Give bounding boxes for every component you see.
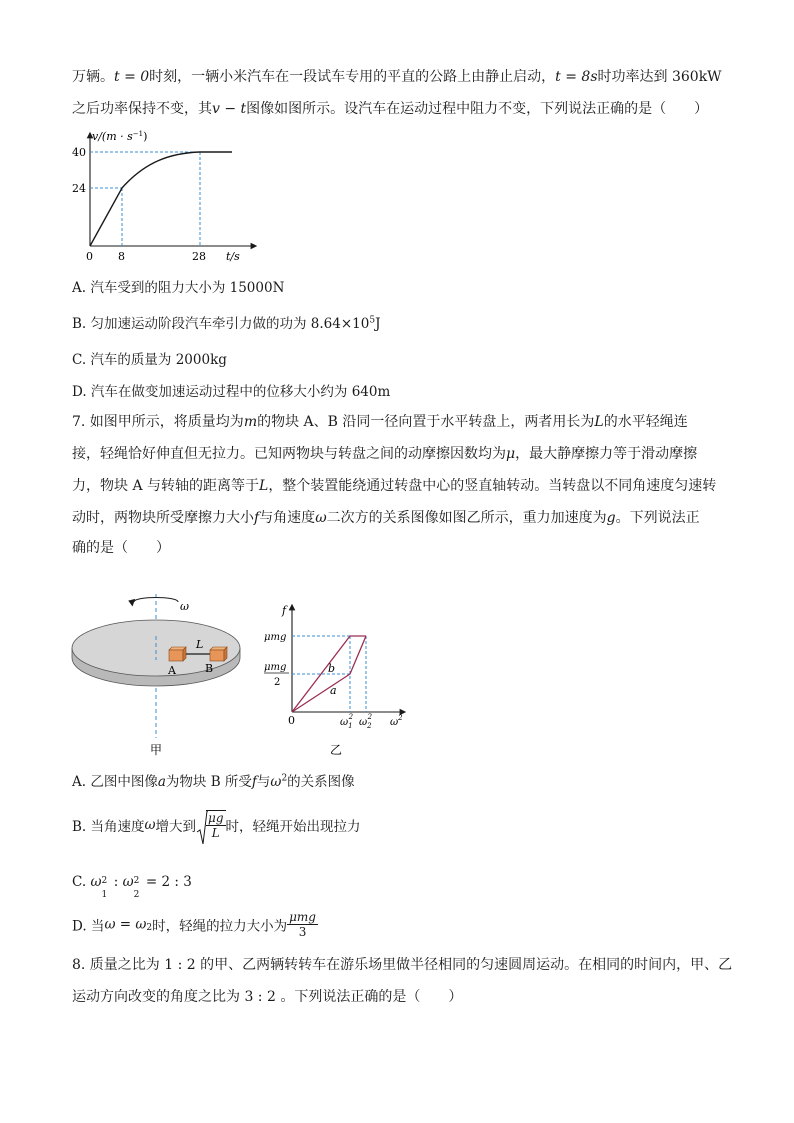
q7-yi-ytick-top: μmg [264,632,287,643]
q7-opt-a-w: ω [270,774,282,790]
q7-yi-w1: $\omega_12$ [340,713,354,730]
q6-line-1 [72,66,722,86]
q6-option-b-exp: 5 [369,315,376,326]
q7-opt-c-pre: C. [72,874,91,890]
q6-option-a: A. 汽车受到的阻力大小为 15000N [72,280,285,296]
q6-ylabel: $v/(m \cdot s^{-1})$ [92,130,148,143]
q7-yi-label-a: a [330,684,337,697]
q7-opt-b-sqrt [196,810,225,840]
q7-line-1 [72,411,688,431]
q7-line-5: 确的是（ ） [72,540,170,556]
q7-opt-a-with: 与 [256,774,271,790]
q8-line-1: 8. 质量之比为 1 : 2 的甲、乙两辆转转车在游乐场里做半径相同的匀速圆周运动。在相同的时间内，甲、乙 [72,957,733,973]
q7-line1-b: 的物块 A、B 沿同一径向置于水平转盘上，两者用长为 [257,414,595,430]
q7-line-2 [72,443,697,463]
q7-fig-yi [262,600,412,760]
q6-xtick-8: 8 [118,250,125,263]
q7-yi-xlabel: $\omega^2$ [390,714,403,728]
q7-yi-ylabel: f [282,604,287,617]
sqrt-icon [196,810,208,846]
q7-opt-c-post: = 2 : 3 [141,874,192,890]
q7-omega: ω [315,510,327,526]
q7-yi-ytick-mid-num: μmg [264,662,287,673]
q7-opt-b-den: L [211,826,220,840]
q7-opt-d-num: μmg [289,910,316,924]
q7-opt-d-cond: ω = ω [104,916,147,933]
q7-opt-d-den: 3 [298,925,307,939]
q7-line4-c: 二次方的关系图像如图乙所示，重力加速度为 [326,510,607,526]
q7-line4-a: 动时，两物块所受摩擦力大小 [72,510,254,526]
q7-opt-c-sup1: 2 [101,876,108,886]
q7-line1-c: 的水平轻绳连 [603,414,688,430]
q7-yi-ytick-mid-den: 2 [274,677,281,688]
q7-mu: μ [506,446,516,462]
q6-option-b-text: B. 匀加速运动阶段汽车牵引力做的功为 8.64×10 [72,316,370,332]
q7-fig-jia [66,588,256,768]
q7-line4-b: 与角速度 [259,510,316,526]
q7-opt-b-pre: B. 当角速度 [72,819,145,835]
q7-jia-label-a: A [168,664,176,677]
q6-line1-text-c: 时功率达到 360kW [597,69,722,85]
q7-f: f [254,510,260,526]
q7-opt-d-pre: D. 当 [72,918,105,935]
q6-vt: v − t [212,101,247,117]
q6-line2-text-a: 之后功率保持不变，其 [72,101,212,117]
q6-option-c: C. 汽车的质量为 2000kg [72,352,227,368]
q7-line-3 [72,475,716,495]
q7-yi-caption: 乙 [330,743,343,757]
q6-vt-graph [70,128,270,268]
q7-block-a [169,647,186,661]
q7-line-4 [72,507,700,527]
q6-t0: t = 0 [114,69,150,85]
q7-opt-b-post: 时，轻绳开始出现拉力 [225,819,361,835]
q7-opt-d-sub: 2 [146,923,153,933]
q7-m: m [243,414,258,430]
q6-xtick-28: 28 [192,250,206,263]
q6-xtick-0: 0 [86,250,93,263]
q6-option-b [72,312,381,332]
q7-opt-a-mid: 为物块 B 所受 [165,774,252,790]
q7-L: L [594,414,604,430]
q6-vt-curve [90,152,232,246]
q7-opt-b-num: μg [208,811,224,825]
q7-rotation-arrowhead [127,597,135,607]
q7-line2-b: ，最大静摩擦力等于滑动摩擦 [515,446,698,462]
q7-line1-a: 7. 如图甲所示，将质量均为 [72,414,244,430]
q6-ytick-40: 40 [72,146,86,159]
q7-opt-a-f: f [251,774,257,790]
q6-ytick-24: 24 [72,182,86,195]
q7-opt-a-a: a [157,774,166,790]
q7-opt-b-mid: 增大到 [155,819,197,835]
q6-line1-text-b: 时刻，一辆小米汽车在一段试车专用的平直的公路上由静止启动， [149,69,556,85]
q7-jia-L: L [196,638,204,651]
q6-line2-text-b: 图像如图所示。设汽车在运动过程中阻力不变，下列说法正确的是（ ） [246,101,709,117]
q7-yi-origin: 0 [288,714,295,727]
q7-option-a [72,770,355,790]
q6-line-2 [72,98,708,118]
q7-opt-a-pre: A. 乙图中图像 [72,774,158,790]
q7-opt-b-w: ω [144,817,156,833]
q6-option-d: D. 汽车在做变加速运动过程中的位移大小约为 640m [72,384,391,400]
q7-option-b [72,810,361,840]
q7-opt-c-colon: : [109,874,123,890]
q7-opt-c-sub2: 2 [133,890,140,900]
q7-opt-a-wexp: 2 [281,773,288,784]
q7-opt-a-post: 的关系图像 [287,774,355,790]
q6-t8: t = 8s [555,69,598,85]
q7-block-b [210,647,227,661]
q7-line4-d: 。下列说法正 [615,510,700,526]
q7-L2: L [259,478,269,494]
q7-jia-caption: 甲 [150,743,163,757]
q7-opt-b-frac [206,810,225,840]
q7-opt-c-sub1: 1 [101,890,108,900]
q6-xlabel: t/s [226,250,240,263]
q7-line2-a: 接，轻绳恰好伸直但无拉力。已知两物块与转盘之间的动摩擦因数均为 [72,446,506,462]
q8-line-2: 运动方向改变的角度之比为 3 : 2 。下列说法正确的是（ ） [72,989,463,1005]
q7-line3-b: ，整个装置能绕通过转盘中心的竖直轴转动。当转盘以不同角速度匀速转 [268,478,717,494]
q7-option-d [72,910,318,939]
q7-option-c [72,874,192,900]
q7-jia-label-b: B [205,662,214,675]
q7-opt-d-mid: 时，轻绳的拉力大小为 [152,918,288,935]
q7-yi-label-b: b [328,662,336,675]
q7-jia-omega: ω [180,600,189,613]
q7-g: g [606,510,616,526]
q6-line1-text-a: 万辆。 [72,69,114,85]
q7-yi-w2: $\omega_22$ [359,713,373,730]
q6-option-b-unit: J [375,316,381,332]
q7-line3-a: 力，物块 A 与转轴的距离等于 [72,478,260,494]
q7-opt-c-sup2: 2 [133,876,140,886]
q7-opt-c-w1: ω [90,874,102,890]
q7-opt-c-w2: ω [122,874,134,890]
q7-opt-d-frac [287,910,318,939]
